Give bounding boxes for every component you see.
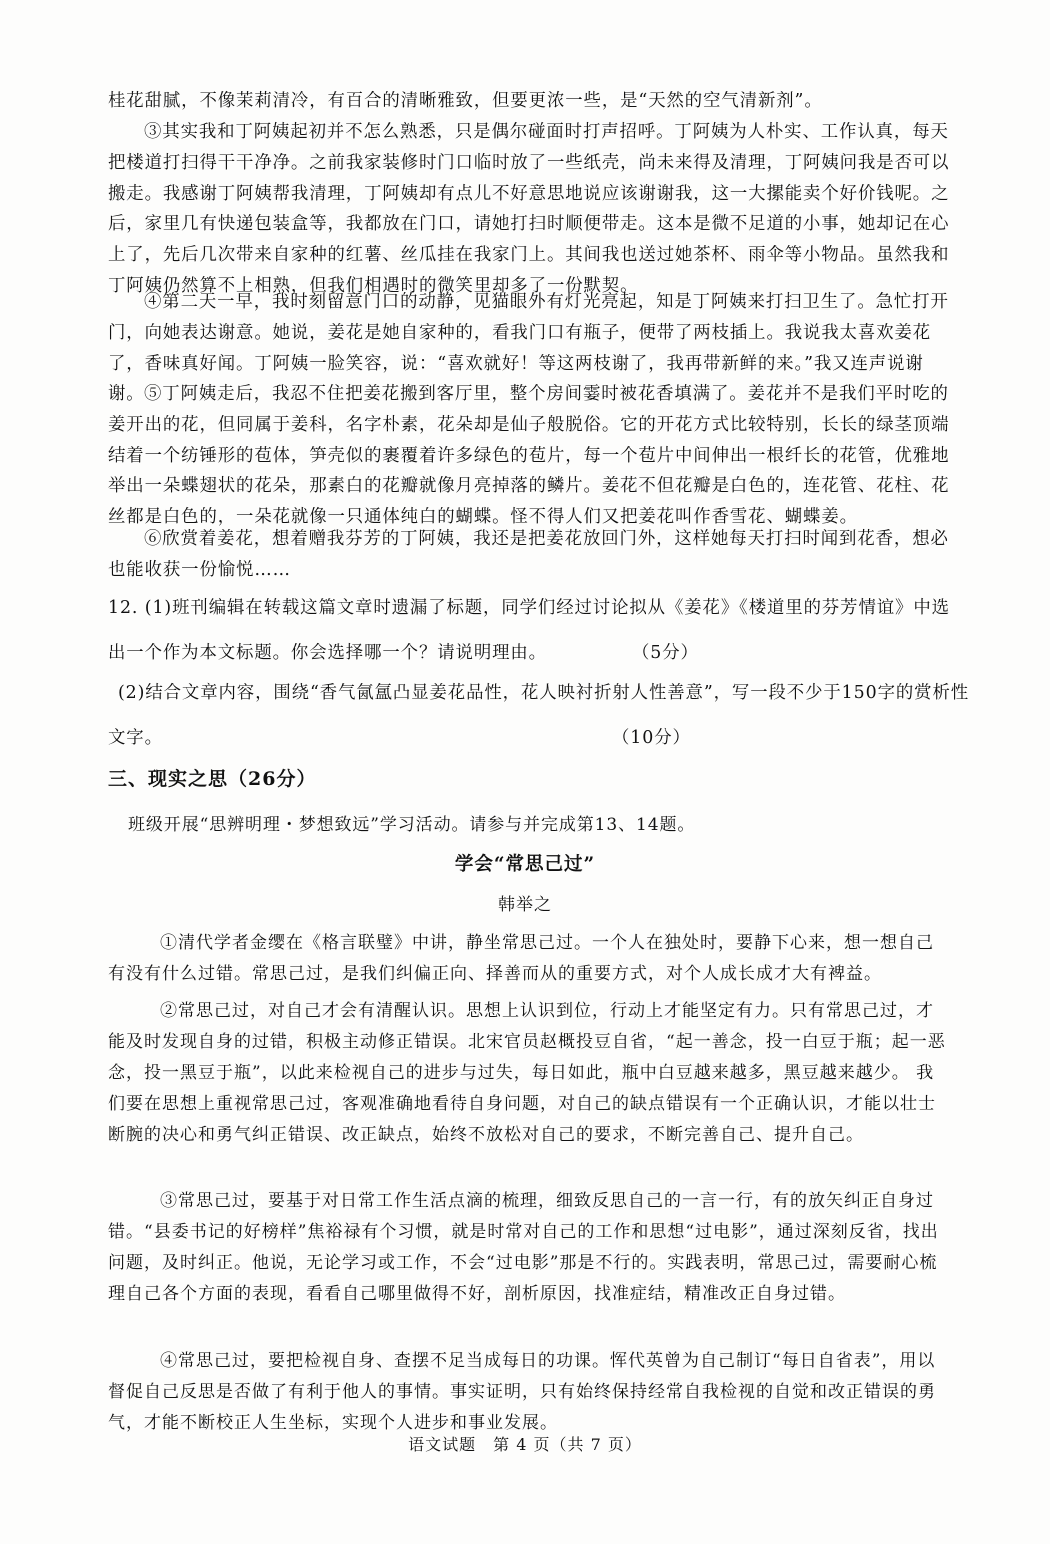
article-author: 韩举之 bbox=[498, 895, 552, 915]
article-paragraph-1: ①清代学者金缨在《格言联璧》中讲，静坐常思己过。一个人在独处时，要静下心来，想一想自己有没有什么过错。常思己过，是我们纠偏正向、择善而从的重要方式，对个人成长成才大有裨益。 bbox=[108, 933, 934, 984]
page-footer: 语文试题 第 4 页（共 7 页） bbox=[408, 1435, 642, 1454]
question-12-part-1-score: （5分） bbox=[632, 643, 699, 663]
section-3-heading: 三、现实之思（26分） bbox=[108, 768, 317, 790]
question-12-part-1: 12. (1)班刊编辑在转载这篇文章时遗漏了标题，同学们经过讨论拟从《姜花》《楼道里的芬芳情谊》中选出一个作为本文标题。你会选择哪一个？请说明理由。 bbox=[108, 598, 950, 663]
article-paragraph-2: ②常思己过，对自己才会有清醒认识。思想上认识到位，行动上才能坚定有力。只有常思己过，才能及时发现自身的过错，积极主动修正错误。北宋官员赵概投豆自省，“起一善念，投一白豆于瓶；起一恶念，投一黑豆于瓶”，以此来检视自己的进步与过失，每日如此，瓶中白豆越来越多，黑豆越来越少。 我们要在思想上重视常思己过，客观准确地看待自身问题，对自己的缺点错误有一个正确认识，才能以壮士断腕的决心和勇气纠正错误、改正缺点，始终不放松对自己的要求，不断完善自己、提升自己。 bbox=[108, 1001, 946, 1145]
passage-paragraph-4: ④第二天一早，我时刻留意门口的动静，见猫眼外有灯光亮起，知是丁阿姨来打扫卫生了。急忙打开门，向她表达谢意。她说，姜花是她自家种的，看我门口有瓶子，便带了两枝插上。我说我太喜欢姜花了，香味真好闻。丁阿姨一脸笑容，说：“喜欢就好！等这两枝谢了，我再带新鲜的来。”我又连声说谢谢。 bbox=[108, 292, 949, 405]
passage-paragraph-6: ⑥欣赏着姜花，想着赠我芬芳的丁阿姨，我还是把姜花放回门外，这样她每天打扫时闻到花香，想必也能收获一份愉悦…… bbox=[108, 529, 949, 580]
article-paragraph-3: ③常思己过，要基于对日常工作生活点滴的梳理，细致反思自己的一言一行，有的放矢纠正自身过 错。“县委书记的好榜样”焦裕禄有个习惯，就是时常对自己的工作和思想“过电影”，通过深刻反省，找出问题，及时纠正。他说，无论学习或工作，不会“过电影”那是不行的。实践表明，常思己过，需要耐心梳理自己各个方面的表现，看看自己哪里做得不好，剖析原因，找准症结，精准改正自身过错。 bbox=[108, 1191, 941, 1304]
passage-line-continued: 桂花甜腻，不像茉莉清冷，有百合的清晰雅致，但要更浓一些，是“天然的空气清新剂”。 bbox=[108, 91, 823, 111]
question-12-part-2: (2)结合文章内容，围绕“香气氤氲凸显姜花品性，花人映衬折射人性善意”，写一段不少于150字的赏析性文字。 bbox=[108, 683, 970, 748]
article-paragraph-4: ④常思己过，要把检视自身、查摆不足当成每日的功课。恽代英曾为自己制订“每日自省表”，用以 督促自己反思是否做了有利于他人的事情。事实证明，只有始终保持经常自我检视的自觉和改正错误的勇气，才能不断校正人生坐标，实现个人进步和事业发展。 bbox=[108, 1351, 942, 1433]
question-12-part-2-score: （10分） bbox=[612, 728, 691, 748]
passage-paragraph-3: ③其实我和丁阿姨起初并不怎么熟悉，只是偶尔碰面时打声招呼。丁阿姨为人朴实、工作认真，每天把楼道打扫得干干净净。之前我家装修时门口临时放了一些纸壳，尚未来得及清理，丁阿姨问我是否可以搬走。我感谢丁阿姨帮我清理，丁阿姨却有点儿不好意思地说应该谢谢我，这一大摞能卖个好价钱呢。之后，家里几有快递包装盒等，我都放在门口，请她打扫时顺便带走。这本是微不足道的小事，她却记在心上了，先后几次带来自家种的红薯、丝瓜挂在我家门上。其间我也送过她茶杯、雨伞等小物品。虽然我和丁阿姨仍然算不上相熟，但我们相遇时的微笑里却多了一份默契。 bbox=[108, 122, 950, 296]
article-title: 学会“常思己过” bbox=[454, 854, 596, 875]
passage-paragraph-5: ⑤丁阿姨走后，我忍不住把姜花搬到客厅里，整个房间霎时被花香填满了。姜花并不是我们平时吃的姜开出的花，但同属于姜科，名字朴素，花朵却是仙子般脱俗。它的开花方式比较特别，长长的绿茎顶端结着一个纺锤形的苞体，笋壳似的裹覆着许多绿色的苞片，每一个苞片中间伸出一根纤长的花管，优雅地举出一朵蝶翅状的花朵，那素白的花瓣就像月亮掉落的鳞片。姜花不但花瓣是白色的，连花管、花柱、花丝都是白色的，一朵花就像一只通体纯白的蝴蝶。怪不得人们又把姜花叫作香雪花、蝴蝶姜。 bbox=[108, 384, 950, 528]
section-3-intro: 班级开展“思辨明理・梦想致远”学习活动。请参与并完成第13、14题。 bbox=[128, 815, 696, 835]
